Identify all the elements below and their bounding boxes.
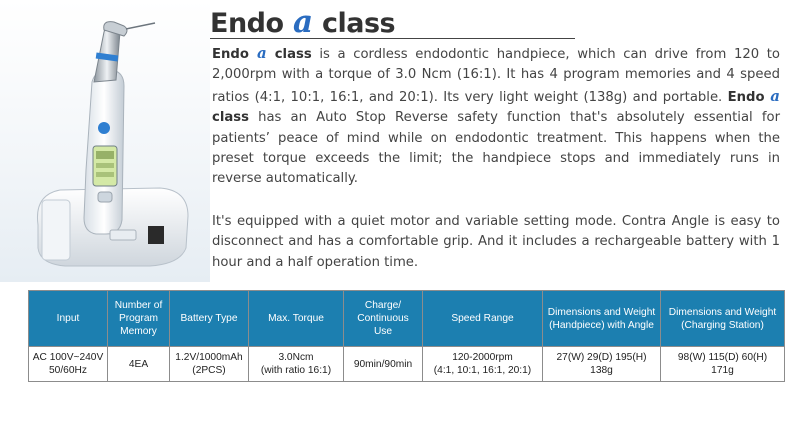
spec-header-cell: Speed Range bbox=[423, 291, 543, 347]
spec-value-cell: 3.0Ncm (with ratio 16:1) bbox=[249, 347, 344, 382]
page-title bbox=[210, 4, 575, 39]
spec-value-cell: 27(W) 29(D) 195(H) 138g bbox=[543, 347, 661, 382]
spec-header-cell: Input bbox=[29, 291, 108, 347]
spec-header-cell: Battery Type bbox=[170, 291, 249, 347]
spec-header-cell: Dimensions and Weight (Charging Station) bbox=[661, 291, 785, 347]
spec-header-cell: Charge/ Continuous Use bbox=[344, 291, 423, 347]
table-row bbox=[29, 347, 785, 382]
spec-value-cell: 90min/90min bbox=[344, 347, 423, 382]
description-paragraph-1 bbox=[212, 43, 780, 190]
spec-header-cell: Number of Program Memory bbox=[108, 291, 170, 347]
spec-table bbox=[28, 290, 785, 382]
title-word-endo: Endo bbox=[210, 8, 284, 39]
spec-header-cell: Max. Torque bbox=[249, 291, 344, 347]
spec-value-cell: 4EA bbox=[108, 347, 170, 382]
brand-name: Endo a class bbox=[212, 86, 780, 126]
spec-header-cell: Dimensions and Weight (Handpiece) with Angle bbox=[543, 291, 661, 347]
spec-value-cell: 120-2000rpm (4:1, 10:1, 16:1, 20:1) bbox=[423, 347, 543, 382]
paragraph-1-text-b: has an Auto Stop Reverse safety function that's absolutely essential for patients’ peace of mind while on endodontic treatment. This happens when the preset torque exceeds the limit; the handpiece stops and immediately runs in reverse automatically. bbox=[212, 110, 780, 187]
spec-value-cell: 1.2V/1000mAh (2PCS) bbox=[170, 347, 249, 382]
spec-header-row bbox=[29, 291, 785, 347]
description-paragraph-2: It's equipped with a quiet motor and variable setting mode. Contra Angle is easy to disconnect and has a comfortable grip. And it includes a rechargeable battery with 1 hour and a half operation time. bbox=[212, 214, 780, 270]
spec-value-cell: AC 100V~240V 50/60Hz bbox=[29, 347, 108, 382]
brand-name: Endo a class bbox=[212, 44, 312, 62]
paragraph-1-text-a: is a cordless endodontic handpiece, which can drive from 120 to 2,000rpm with a torque of 3.0 Ncm (16:1). It has 4 program memories and 4 speed ratios (4:1, 10:1, 16:1, and 20:1). Its very light weight (138g) and portable. bbox=[212, 47, 781, 105]
title-word-class: class bbox=[322, 8, 396, 39]
title-logo-a: a bbox=[293, 4, 314, 40]
spec-value-cell: 98(W) 115(D) 60(H) 171g bbox=[661, 347, 785, 382]
product-image bbox=[20, 20, 210, 282]
